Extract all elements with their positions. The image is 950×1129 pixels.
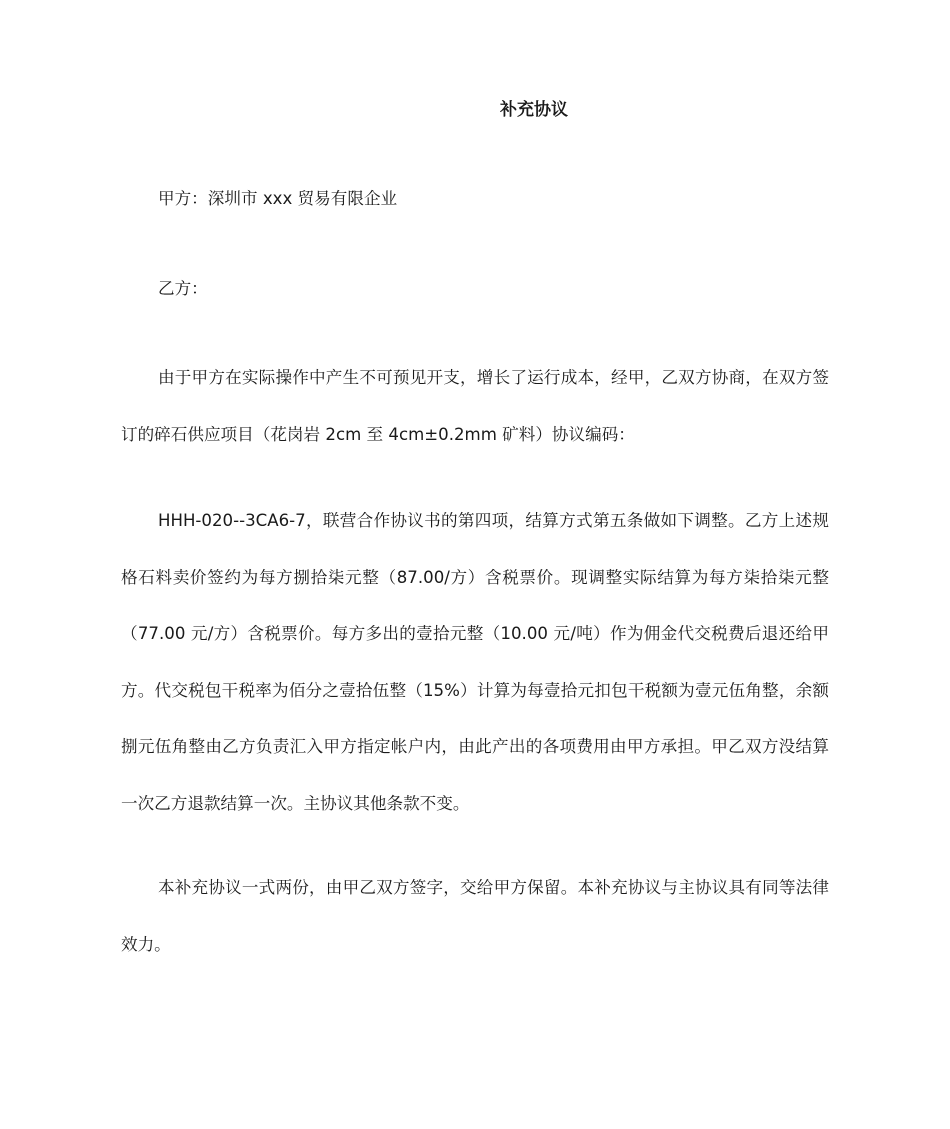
party-a-line: 甲方：深圳市 xxx 贸易有限企业 <box>158 189 398 208</box>
party-b-line: 乙方： <box>158 279 208 298</box>
document-title: 补充协议 <box>500 100 568 120</box>
paragraph-copies-validity: 本补充协议一式两份，由甲乙双方签字，交给甲方保留。本补充协议与主协议具有同等法律效力。 <box>121 878 829 954</box>
paragraph-background: 由于甲方在实际操作中产生不可预见开支，增长了运行成本，经甲，乙双方协商，在双方签订的碎石供应项目（花岗岩 2cm 至 4cm±0.2mm 矿料）协议编码： <box>121 368 829 444</box>
paragraph-settlement-adjustment: HHH-020--3CA6-7，联营合作协议书的第四项，结算方式第五条做如下调整。乙方上述规格石料卖价签约为每方捌拾柒元整（87.00/方）含税票价。现调整实际结算为每方柒拾柒元整（77.00 元/方）含税票价。每方多出的壹拾元整（10.00 元/吨）作为佣金代交税费后退还给甲方。代交税包干税率为佰分之壹拾伍整（15%）计算为每壹拾元扣包干税额为壹元伍角整，余额捌元伍角整由乙方负责汇入甲方指定帐户内，由此产出的各项费用由甲方承担。甲乙双方没结算一次乙方退款结算一次。主协议其他条款不变。 <box>121 511 829 813</box>
